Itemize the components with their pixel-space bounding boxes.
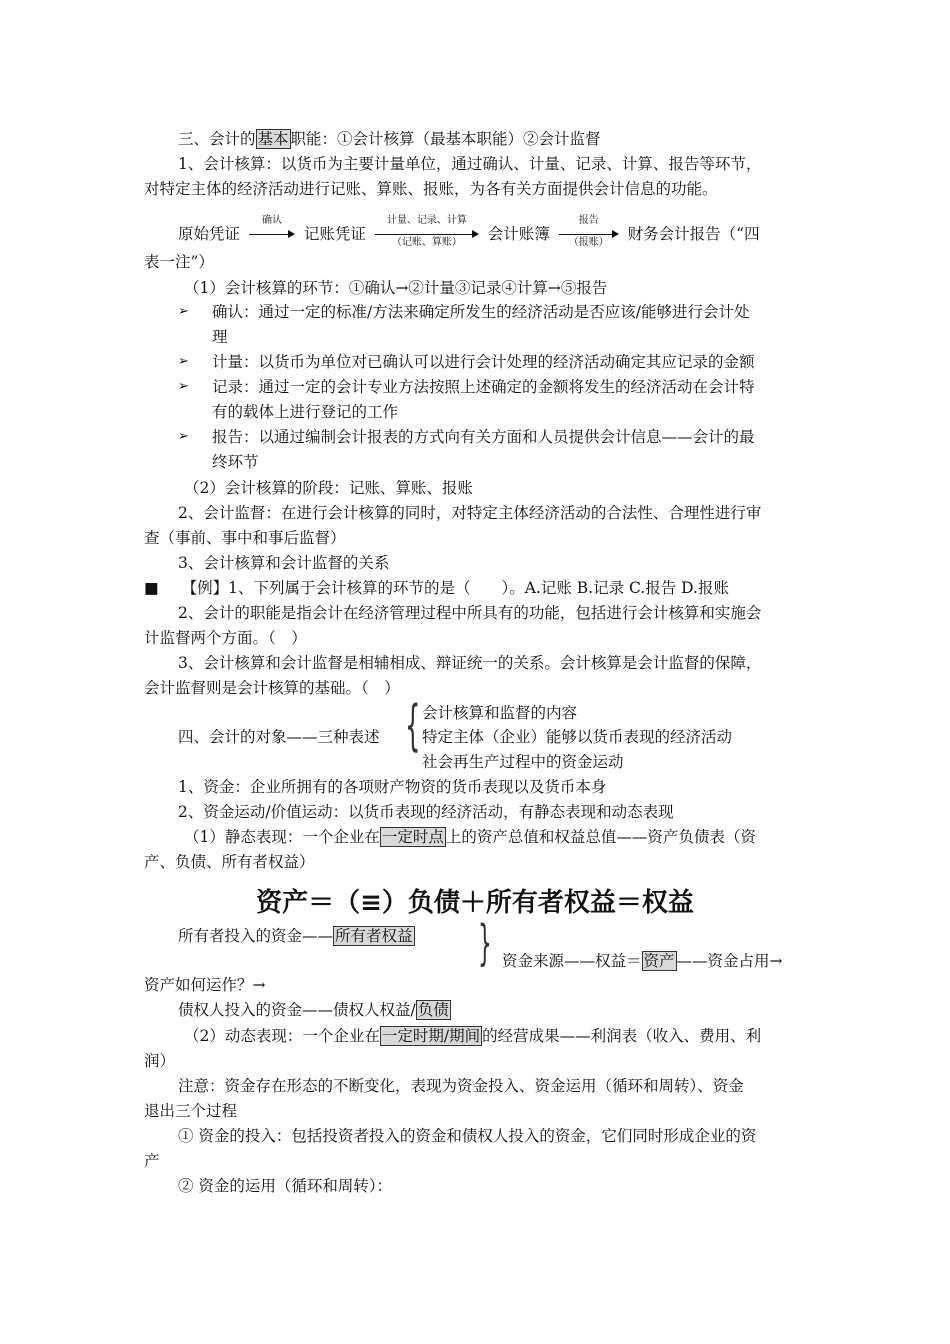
bullet-confirm-line-2: 理 (212, 328, 228, 346)
right-brace-icon: } (478, 915, 492, 971)
example-q3-line-2: 会计监督则是会计核算的基础。（ ） (144, 679, 400, 697)
example-q1 (144, 578, 729, 598)
flow-arrow-label: 报告 (578, 215, 599, 226)
funds-2: 2、资金运动/价值运动：以货币表现的经济活动，有静态表现和动态表现 (178, 803, 674, 821)
flow-node-ledger: 会计账簿 (487, 225, 550, 243)
text: 三、会计的 (178, 130, 256, 148)
flow-arrow-2 (375, 215, 479, 248)
funds-1: 1、资金：企业所拥有的各项财产物资的货币表现以及货币本身 (178, 778, 607, 796)
flow-arrow-sublabel: （记账、算账） (391, 237, 462, 248)
owner-funds (178, 926, 415, 946)
left-brace-icon: { (405, 694, 421, 757)
dynamic-line-1 (184, 1026, 761, 1046)
bullet-record-line-1: 记录：通过一定的会计专业方法按照上述确定的金额将发生的经济活动在会计特 (212, 378, 755, 396)
flow-arrow-label: 确认 (261, 215, 282, 226)
flow-node-original-voucher: 原始凭证 (178, 225, 241, 243)
flow-continuation: 表一注”） (144, 253, 214, 271)
arrow-right-icon (472, 230, 479, 238)
para-1-line-1: 1、会计核算：以货币为主要计量单位，通过确认、计量、记录、计算、报告等环节， (178, 155, 762, 173)
square-bullet-icon: ■ (144, 579, 159, 597)
note-item-1-line-2: 产 (144, 1152, 160, 1170)
text: 债权人投入的资金——债权人权益/ (178, 1001, 416, 1019)
flow-arrow-1 (249, 215, 295, 245)
highlight-liabilities: 负债 (417, 1001, 449, 1019)
bullet-measure: 计量：以货币为单位对已确认可以进行会计处理的经济活动确定其应记录的金额 (212, 353, 755, 371)
object-option-2: 特定主体（企业）能够以货币表现的经济活动 (422, 728, 733, 746)
arrow-right-icon (288, 230, 295, 238)
funds-static-line-2: 产、负债、所有者权益） (144, 853, 315, 871)
highlight-owners-equity: 所有者权益 (335, 927, 413, 945)
creditor-funds (178, 1000, 451, 1020)
text: （2）动态表现：一个企业在 (184, 1027, 380, 1045)
arrow-bullet-icon: ➢ (178, 379, 189, 394)
note-line-1: 注意：资金存在形态的不断变化，表现为资金投入、资金运用（循环和周转）、资金 (178, 1077, 744, 1095)
arrow-bullet-icon: ➢ (178, 354, 189, 369)
flow-node-financial-report: 财务会计报告（“四 (627, 225, 760, 243)
asset-operation-question: 资产如何运作？→ (144, 976, 266, 994)
section-3-heading (178, 129, 601, 149)
bullet-confirm-line-1: 确认：通过一定的标准/方法来确定所发生的经济活动是否应该/能够进行会计处 (212, 303, 750, 321)
text: 上的资产总值和权益总值——资产负债表（资 (445, 828, 756, 846)
highlight-point-in-time: 一定时点 (381, 828, 444, 846)
object-option-3: 社会再生产过程中的资金运动 (422, 753, 624, 771)
text: 的经营成果——利润表（收入、费用、利 (482, 1027, 762, 1045)
bullet-report-line-1: 报告：以通过编制会计报表的方式向有关方面和人员提供会计信息——会计的最 (212, 428, 755, 446)
example-q2-line-2: 计监督两个方面。（ ） (144, 629, 307, 647)
text: 职能：①会计核算（最基本职能）②会计监督 (290, 130, 601, 148)
text: （1）静态表现：一个企业在 (184, 828, 380, 846)
arrow-bullet-icon: ➢ (178, 304, 189, 319)
object-option-1: 会计核算和监督的内容 (422, 704, 578, 722)
text: ——资金占用→ (676, 952, 783, 970)
arrow-right-icon (612, 230, 619, 238)
bullet-record-line-2: 有的载体上进行登记的工作 (212, 403, 399, 421)
text: 资金来源——权益＝ (502, 952, 642, 970)
flow-arrow-3 (559, 215, 619, 248)
note-item-2: ② 资金的运用（循环和周转）： (178, 1177, 393, 1195)
flow-diagram (178, 215, 760, 248)
bullet-report-line-2: 终环节 (212, 453, 259, 471)
accounting-equation: 资产＝（≡）负债＋所有者权益＝权益 (256, 888, 694, 918)
note-line-2: 退出三个过程 (144, 1102, 238, 1120)
highlight-basic: 基本 (257, 130, 289, 148)
funds-source-equation (502, 951, 783, 971)
text: 所有者投入的资金—— (178, 927, 334, 945)
highlight-period: 一定时期/期间 (381, 1027, 481, 1045)
funds-static-line-1 (184, 827, 756, 847)
para-1-line-2: 对特定主体的经济活动进行记账、算账、报账，为各有关方面提供会计信息的功能。 (144, 180, 718, 198)
flow-node-bookkeeping-voucher: 记账凭证 (303, 225, 366, 243)
flow-arrow-label: 计量、记录、计算 (386, 215, 467, 226)
section-4-title: 四、会计的对象——三种表述 (178, 728, 380, 746)
para-2-line-2: 查（事前、事中和事后监督） (144, 529, 346, 547)
flow-arrow-sublabel: （报账） (568, 237, 609, 248)
dynamic-line-2: 润） (144, 1052, 176, 1070)
para-2-line-1: 2、会计监督：在进行会计核算的同时，对特定主体经济活动的合法性、合理性进行审 (178, 504, 762, 522)
para-3: 3、会计核算和会计监督的关系 (178, 554, 390, 572)
text: 【例】1、下列属于会计核算的环节的是（ ）。A.记账 B.记录 C.报告 D.报账 (181, 579, 729, 597)
example-q3-line-1: 3、会计核算和会计监督是相辅相成、辩证统一的关系。会计核算是会计监督的保障， (178, 654, 762, 672)
highlight-assets: 资产 (643, 952, 675, 970)
note-item-1-line-1: ① 资金的投入：包括投资者投入的资金和债权人投入的资金，它们同时形成企业的资 (178, 1127, 757, 1145)
steps-stage: （2）会计核算的阶段：记账、算账、报账 (184, 479, 473, 497)
steps-heading: （1）会计核算的环节：①确认→②计量③记录④计算→⑤报告 (184, 279, 608, 297)
arrow-bullet-icon: ➢ (178, 429, 189, 444)
example-q2-line-1: 2、会计的职能是指会计在经济管理过程中所具有的功能，包括进行会计核算和实施会 (178, 604, 762, 622)
